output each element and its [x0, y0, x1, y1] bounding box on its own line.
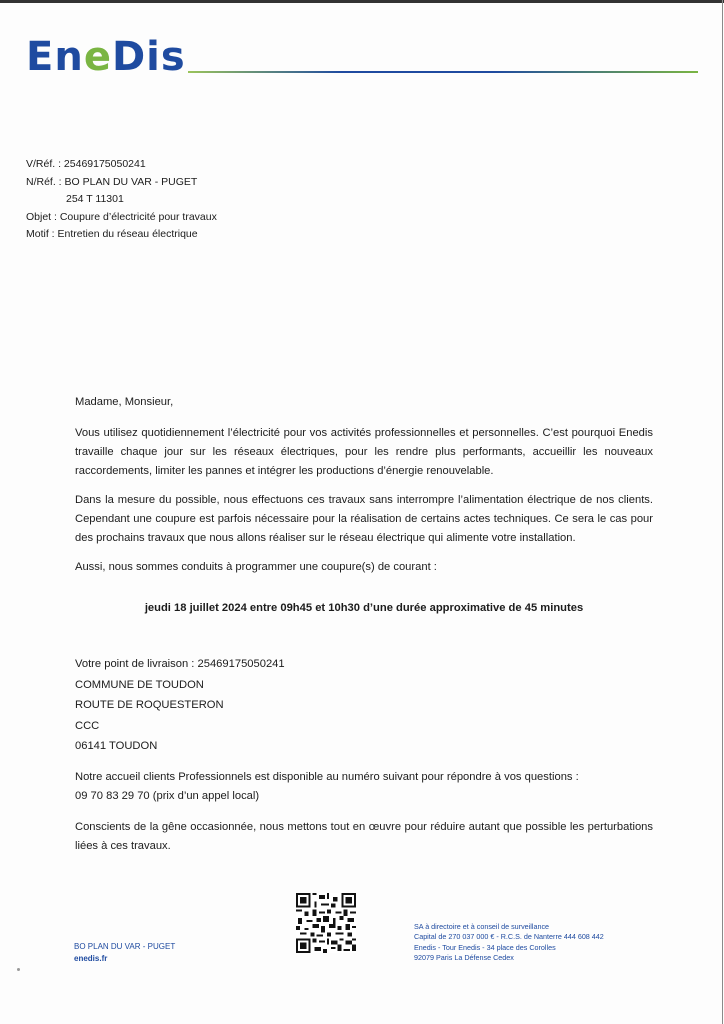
- footer-office: BO PLAN DU VAR - PUGET: [74, 942, 176, 951]
- address-line: CCC: [75, 719, 100, 732]
- ref-line: Objet : Coupure d’électricité pour travaux: [26, 210, 217, 223]
- legal-line: Capital de 270 037 000 € - R.C.S. de Nanterre 444 608 442: [414, 932, 604, 942]
- legal-line: Enedis - Tour Enedis - 34 place des Corolles: [414, 942, 556, 952]
- enedis-logo: [26, 36, 186, 78]
- paragraph: Aussi, nous sommes conduits à programmer une coupure(s) de courant :: [75, 561, 437, 573]
- salutation: Madame, Monsieur,: [75, 396, 174, 408]
- ref-line: Motif : Entretien du réseau électrique: [26, 228, 198, 240]
- scan-speck: [17, 968, 20, 971]
- logo-wordmark: [26, 34, 186, 80]
- logo-text-accent: e: [83, 34, 112, 80]
- ref-line: V/Réf. : 25469175050241: [26, 158, 146, 170]
- paragraph: Vous utilisez quotidiennement l’électricité pour vos activités professionnelles et personnelles. C’est pourquoi Enedis travaille chaque jour sur les réseaux électriques, pour les rendre plus performants, accueillir les nouveaux raccordements, limiter les pannes et intégrer les productions d’énergie renouvelable.: [75, 427, 653, 477]
- legal-line: 92079 Paris La Défense Cedex: [414, 953, 514, 963]
- page-right-border: [722, 0, 723, 1024]
- logo-text-end: Dis: [111, 34, 186, 80]
- logo-text-start: En: [26, 34, 84, 80]
- paragraph: Dans la mesure du possible, nous effectuons ces travaux sans interrompre l’alimentation électrique de nos clients. Cependant une coupure est parfois nécessaire pour la réalisation de certains actes techniques. Ce sera le cas pour des prochains travaux que nous allons réaliser sur le réseau électrique qui alimente votre installation.: [75, 494, 653, 544]
- reference-block: [26, 156, 217, 244]
- legal-line: SA à directoire et à conseil de surveillance: [414, 922, 550, 931]
- header-rule: [188, 71, 698, 73]
- delivery-address: [75, 654, 653, 757]
- footer-left: [74, 941, 175, 965]
- ref-line: N/Réf. : BO PLAN DU VAR - PUGET: [26, 175, 198, 188]
- letter-body: [75, 393, 653, 866]
- page-top-border: [0, 0, 724, 3]
- outage-notice: jeudi 18 juillet 2024 entre 09h45 et 10h30 d’une durée approximative de 45 minutes: [144, 602, 584, 614]
- address-line: Votre point de livraison : 25469175050241: [75, 658, 285, 670]
- address-line: ROUTE DE ROQUESTERON: [75, 699, 224, 711]
- closing-paragraph: Conscients de la gêne occasionnée, nous mettons tout en œuvre pour réduire autant que possible les perturbations liées à ces travaux.: [75, 821, 653, 852]
- contact-intro: Notre accueil clients Professionnels est disponible au numéro suivant pour répondre à vos questions :: [75, 770, 579, 783]
- ref-line: 254 T 11301: [66, 193, 124, 205]
- address-line: COMMUNE DE TOUDON: [75, 678, 204, 691]
- address-line: 06141 TOUDON: [75, 740, 158, 752]
- contact-phone: 09 70 83 29 70 (prix d’un appel local): [75, 790, 260, 802]
- footer-legal: [414, 922, 604, 964]
- qr-code-icon: [296, 893, 356, 953]
- footer-website: enedis.fr: [74, 954, 108, 963]
